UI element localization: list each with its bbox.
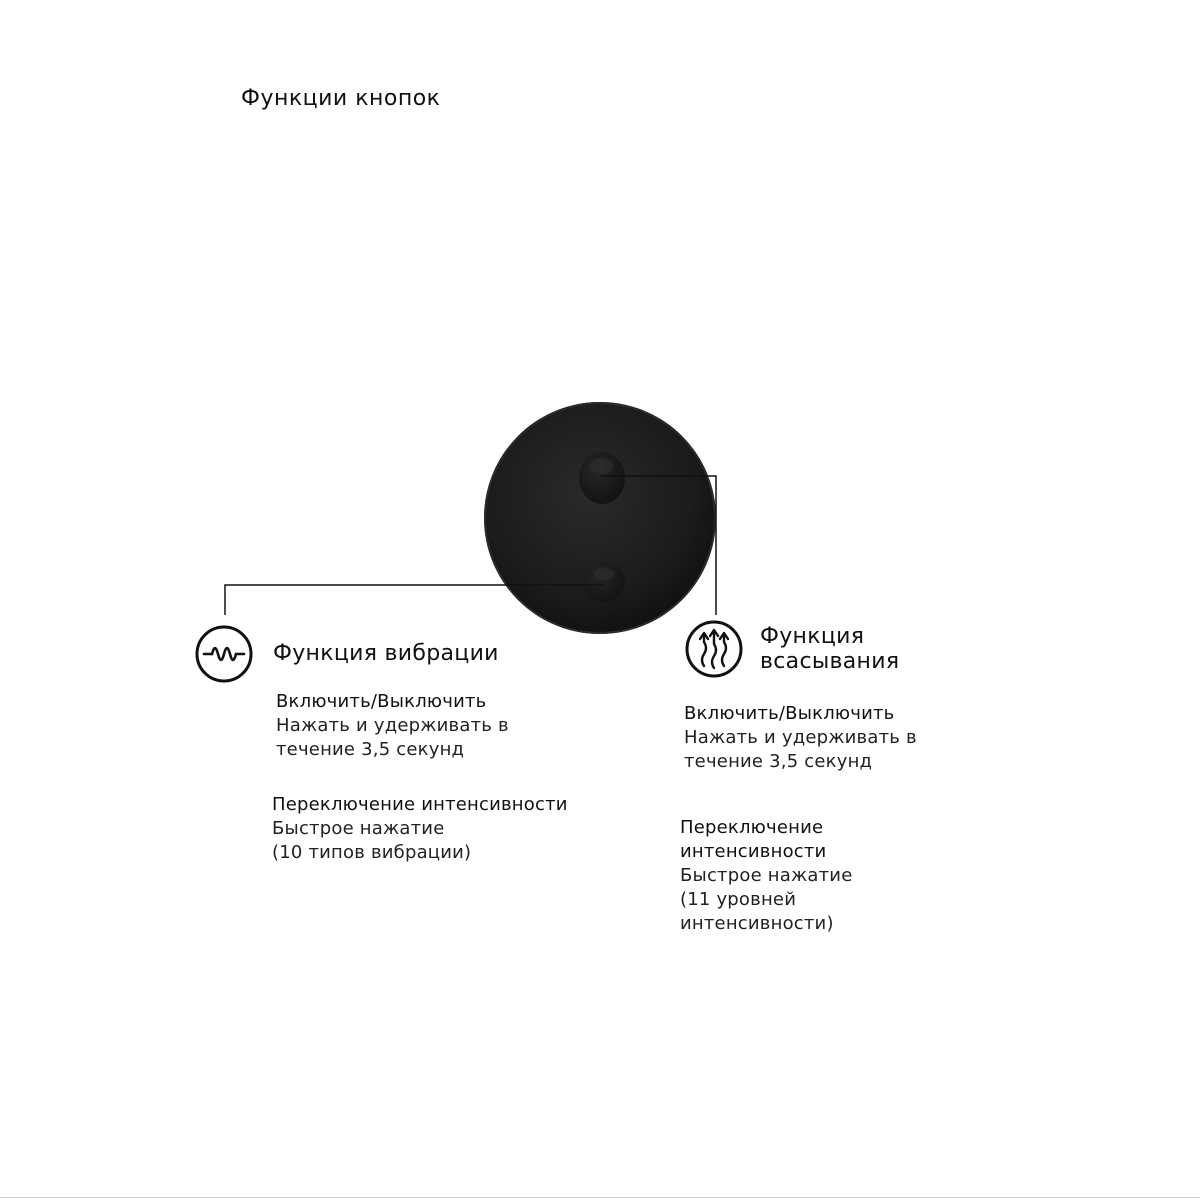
- suction-intensity-block: [680, 816, 852, 936]
- suction-onoff-line: течение 3,5 секунд: [684, 751, 873, 772]
- suction-intensity-line: Быстрое нажатие: [680, 865, 853, 886]
- vibration-intensity-line: (10 типов вибрации): [272, 842, 472, 863]
- vibration-intensity-heading: Переключение интенсивности: [272, 794, 568, 815]
- vibration-onoff-line: Нажать и удерживать в: [276, 715, 509, 736]
- vibration-intensity-block: [272, 793, 568, 865]
- suction-title-line: всасывания: [760, 649, 900, 674]
- suction-arrows-icon: [684, 619, 744, 679]
- vibration-onoff-line: течение 3,5 секунд: [276, 739, 465, 760]
- page-title: Функции кнопок: [241, 86, 441, 111]
- vibration-wave-icon: [194, 624, 254, 684]
- suction-intensity-line: интенсивности): [680, 913, 834, 934]
- suction-onoff-line: Нажать и удерживать в: [684, 727, 917, 748]
- vibration-onoff-block: [276, 690, 509, 762]
- suction-title-line: Функция: [760, 624, 865, 649]
- vibration-intensity-line: Быстрое нажатие: [272, 818, 445, 839]
- suction-onoff-heading: Включить/Выключить: [684, 703, 895, 724]
- vibration-title: Функция вибрации: [273, 641, 499, 666]
- bottom-divider: [0, 1197, 1200, 1198]
- suction-intensity-line: (11 уровней: [680, 889, 797, 910]
- suction-intensity-heading: интенсивности: [680, 841, 827, 862]
- suction-intensity-heading: Переключение: [680, 817, 824, 838]
- suction-title: [760, 624, 899, 674]
- suction-onoff-block: [684, 702, 917, 774]
- vibration-onoff-heading: Включить/Выключить: [276, 691, 487, 712]
